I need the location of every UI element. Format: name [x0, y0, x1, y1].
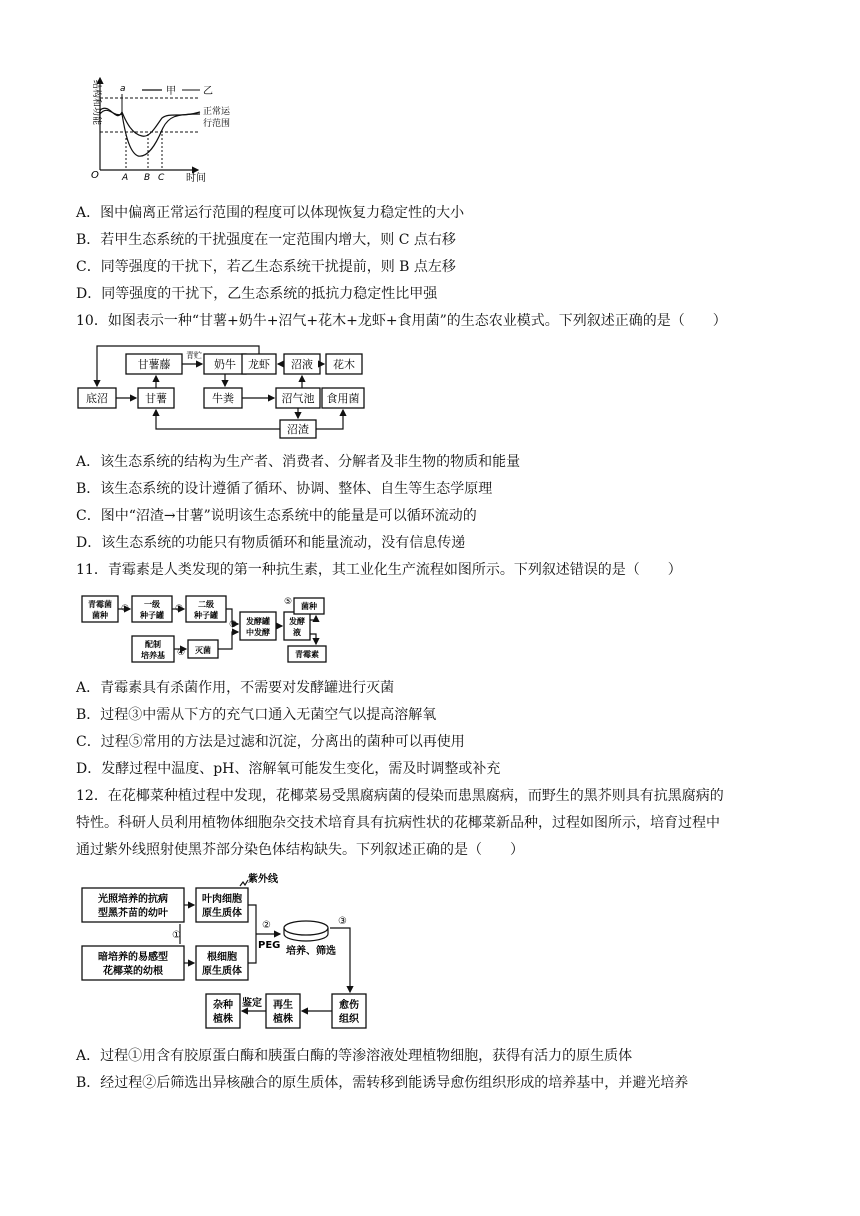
q10-option-a: A．该生态系统的结构为生产者、消费者、分解者及非生物的物质和能量: [76, 454, 521, 470]
arrow-zha-ganshu: [156, 410, 280, 429]
q11-option-c: C．过程⑤常用的方法是过滤和沉淀，分离出的菌种可以再使用: [76, 734, 465, 750]
label-huamu: 花木: [333, 358, 355, 371]
step-1: ①: [172, 930, 181, 941]
b6-l1: 再生: [273, 1000, 293, 1011]
arr-3: [330, 928, 350, 992]
q10-eco-agriculture-diagram: [76, 340, 366, 440]
q9-stability-graph: [86, 74, 236, 184]
label-shiyongjun: 食用菌: [326, 392, 360, 405]
q12-stem-line-1: 12．在花椰菜种植过程中发现，花椰菜易受黑腐病菌的侵染而患黑腐病，而野生的黑芥则具有抗黑腐病的: [76, 788, 724, 804]
uv-symbol: [240, 880, 248, 886]
q12-option-b: B．经过程②后筛选出异核融合的原生质体，需转移到能诱导愈伤组织形成的培养基中，并避光培养: [76, 1075, 689, 1091]
range-label-2: 行范围: [203, 119, 231, 129]
q11-option-d: D．发酵过程中温度、pH、溶解氧可能发生变化，需及时调整或补充: [76, 761, 501, 777]
b7-label: 青霉素: [295, 650, 319, 659]
arr-4b: [218, 632, 238, 649]
q9-option-c: C．同等强度的干扰下，若乙生态系统干扰提前，则 B 点左移: [76, 259, 456, 275]
q12-stem-line-2: 特性。科研人员利用植物体细胞杂交技术培育具有抗病性状的花椰菜新品种，过程如图所示，培育过程中: [76, 815, 720, 831]
b3-l2: 花椰菜的幼根: [103, 966, 163, 977]
arr-6: [310, 616, 316, 620]
step-2: ②: [262, 920, 271, 931]
uv-label: 紫外线: [248, 874, 278, 885]
q10-stem: 10．如图表示一种“甘薯+奶牛+沼气+花木+龙虾+食用菌”的生态农业模式。下列叙述正确的是（ ）: [76, 313, 727, 329]
x-axis-label: 时间: [186, 173, 206, 184]
q11-penicillin-flow-diagram: [80, 594, 330, 666]
b8-l2: 培养基: [141, 651, 165, 660]
q11-stem: 11．青霉素是人类发现的第一种抗生素，其工业化生产流程如图所示。下列叙述错误的是（ ）: [76, 562, 682, 578]
b4-l2: 中发酵: [246, 628, 270, 637]
step-1: ①: [121, 604, 130, 614]
q11-option-a: A．青霉素具有杀菌作用，不需要对发酵罐进行灭菌: [76, 680, 395, 696]
b4-l1: 根细胞: [207, 952, 237, 963]
culture-label: 培养、筛选: [286, 946, 336, 957]
y-axis-label: 结构和功能: [91, 80, 101, 126]
q10-option-d: D．该生态系统的功能只有物质循环和能量流动，没有信息传递: [76, 535, 466, 551]
q9-option-d: D．同等强度的干扰下，乙生态系统的抵抗力稳定性比甲强: [76, 286, 438, 302]
label-zhaoye: 沼液: [291, 358, 313, 371]
step-2: ②: [175, 604, 184, 614]
step-3: ③: [338, 916, 347, 927]
b5-l2: 液: [293, 628, 301, 637]
b6-l2: 植株: [273, 1014, 293, 1025]
arr-7: [310, 634, 316, 644]
q9-option-a: A．图中偏离正常运行范围的程度可以体现恢复力稳定性的大小: [76, 205, 465, 221]
b9-label: 灭菌: [195, 646, 211, 655]
b3-l1: 暗培养的易感型: [98, 952, 168, 963]
identify-label: 鉴定: [242, 998, 262, 1009]
q9-option-b: B．若甲生态系统的干扰强度在一定范围内增大，则 C 点右移: [76, 232, 456, 248]
fusion-bracket: [248, 905, 256, 963]
label-nainiu: 奶牛: [214, 358, 236, 371]
b4-l2: 原生质体: [202, 966, 242, 977]
b4-l1: 发酵罐: [246, 617, 270, 626]
arrow-zha-jun: [316, 410, 343, 429]
label-ganshuteng: 甘薯藤: [137, 358, 171, 371]
label-longxia: 龙虾: [248, 358, 270, 371]
b7-l2: 植株: [213, 1014, 233, 1025]
tick-A: A: [122, 173, 129, 183]
q12-somatic-hybridization-diagram: [80, 866, 370, 1036]
q10-option-c: C．图中“沼渣→甘薯”说明该生态系统中的能量是可以循环流动的: [76, 508, 477, 524]
q11-option-b: B．过程③中需从下方的充气口通入无菌空气以提高溶解氧: [76, 707, 437, 723]
b3-l1: 二级: [198, 600, 214, 609]
petri-dish: [284, 921, 328, 935]
legend-jia: 甲: [166, 86, 176, 97]
peg-label: PEG: [258, 940, 281, 951]
b1-l1: 青霉菌: [88, 600, 112, 609]
q12-stem-line-3: 通过紫外线照射使黑芥部分染色体结构缺失。下列叙述正确的是（ ）: [76, 842, 524, 858]
b3-l2: 种子罐: [194, 611, 218, 620]
legend-yi: 乙: [203, 86, 213, 97]
q12-option-a: A．过程①用含有胶原蛋白酶和胰蛋白酶的等渗溶液处理植物细胞，获得有活力的原生质体: [76, 1048, 633, 1064]
b2-l2: 原生质体: [202, 908, 242, 919]
b1-l1: 光照培养的抗病: [98, 894, 168, 905]
b2-l1: 叶肉细胞: [202, 894, 242, 905]
label-zhaoqichi: 沼气池: [281, 392, 315, 405]
q10-option-b: B．该生态系统的设计遵循了循环、协调、整体、自生等生态学原理: [76, 481, 493, 497]
b6-label: 菌种: [301, 602, 317, 611]
label-niufen: 牛粪: [212, 392, 234, 405]
label-dizhao: 底沼: [86, 392, 108, 405]
b5-l2: 组织: [339, 1014, 359, 1025]
b7-l1: 杂种: [213, 1000, 233, 1011]
origin-label: O: [91, 170, 99, 181]
tick-C: C: [158, 173, 165, 183]
b1-l2: 型黑芥苗的幼叶: [98, 908, 168, 919]
label-ganshu: 甘薯: [145, 392, 167, 405]
b2-l2: 种子罐: [140, 611, 164, 620]
b1-l2: 菌种: [92, 611, 108, 620]
label-zhaozha: 沼渣: [287, 423, 309, 436]
step-4: ④: [177, 648, 186, 658]
range-label-1: 正常运: [203, 107, 231, 117]
b2-l1: 一级: [144, 600, 160, 609]
tick-B: B: [144, 173, 151, 183]
arrow-label-qingzhu: 青贮: [186, 351, 202, 360]
point-a: a: [120, 84, 126, 94]
b8-l1: 配制: [145, 640, 161, 649]
b5-l1: 发酵: [289, 617, 305, 626]
b5-l1: 愈伤: [339, 1000, 359, 1011]
step-3: ③: [229, 620, 238, 630]
step-5: ⑤: [284, 597, 293, 607]
